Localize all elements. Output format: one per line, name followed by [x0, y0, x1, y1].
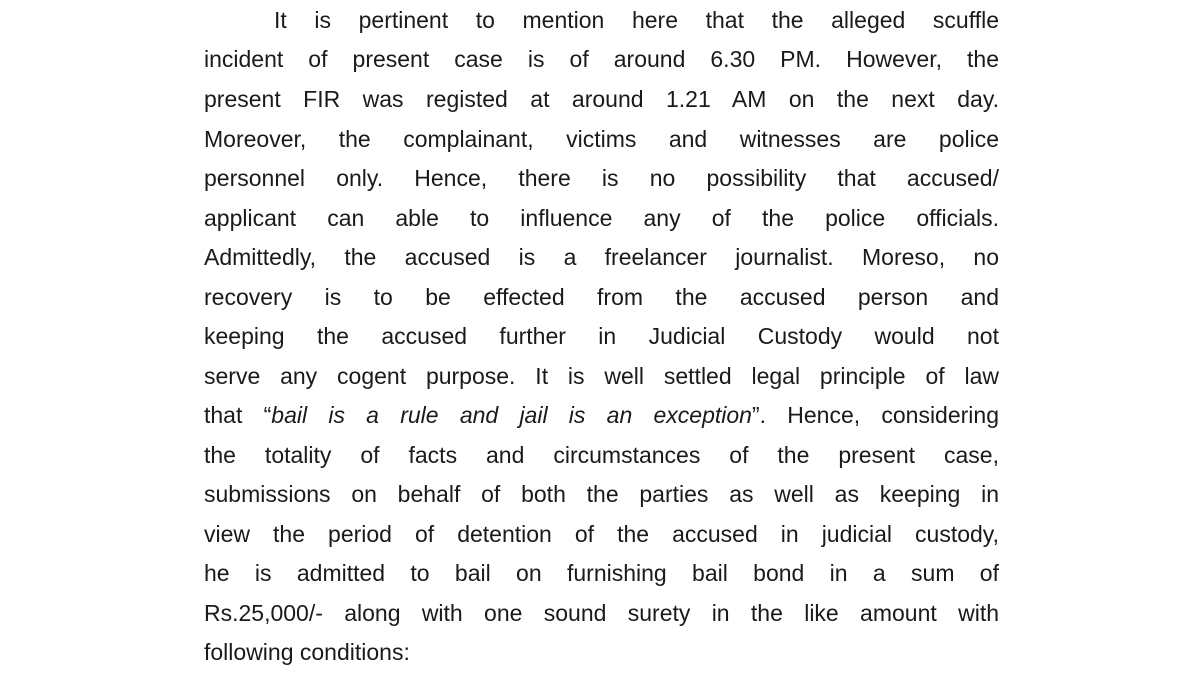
paragraph-line-15: he is admitted to bail on furnishing bail bond in a sum of — [204, 560, 999, 586]
paragraph-line-14: view the period of detention of the accused in judicial custody, — [204, 521, 999, 547]
paragraph-line-12: the totality of facts and circumstances of the present case, — [204, 442, 999, 468]
paragraph-line-3: present FIR was registed at around 1.21 AM on the next day. — [204, 86, 999, 112]
paragraph-line-11-tail: ”. Hence, considering — [751, 402, 999, 428]
paragraph-line-6: applicant can able to influence any of the police officials. — [204, 205, 999, 231]
paragraph-line-7: Admittedly, the accused is a freelancer journalist. Moreso, no — [204, 244, 999, 270]
paragraph-line-11-lead: that “ — [204, 402, 272, 428]
paragraph-line-8: recovery is to be effected from the accused person and — [204, 284, 999, 310]
paragraph-line-2: incident of present case is of around 6.30 PM. However, the — [204, 46, 999, 72]
paragraph-line-1: It is pertinent to mention here that the alleged scuffle — [274, 7, 999, 33]
paragraph-line-10: serve any cogent purpose. It is well settled legal principle of law — [204, 363, 999, 389]
paragraph-line-17: following conditions: — [204, 639, 410, 665]
paragraph-line-16: Rs.25,000/- along with one sound surety in the like amount with — [204, 600, 999, 626]
paragraph-line-5: personnel only. Hence, there is no possibility that accused/ — [204, 165, 999, 191]
paragraph-line-4: Moreover, the complainant, victims and witnesses are police — [204, 126, 999, 152]
paragraph-line-9: keeping the accused further in Judicial Custody would not — [204, 323, 999, 349]
paragraph-line-11 — [204, 395, 999, 435]
paragraph-line-13: submissions on behalf of both the parties as well as keeping in — [204, 481, 999, 507]
italic-quote-bail-rule: bail is a rule and jail is an exception — [271, 402, 752, 428]
